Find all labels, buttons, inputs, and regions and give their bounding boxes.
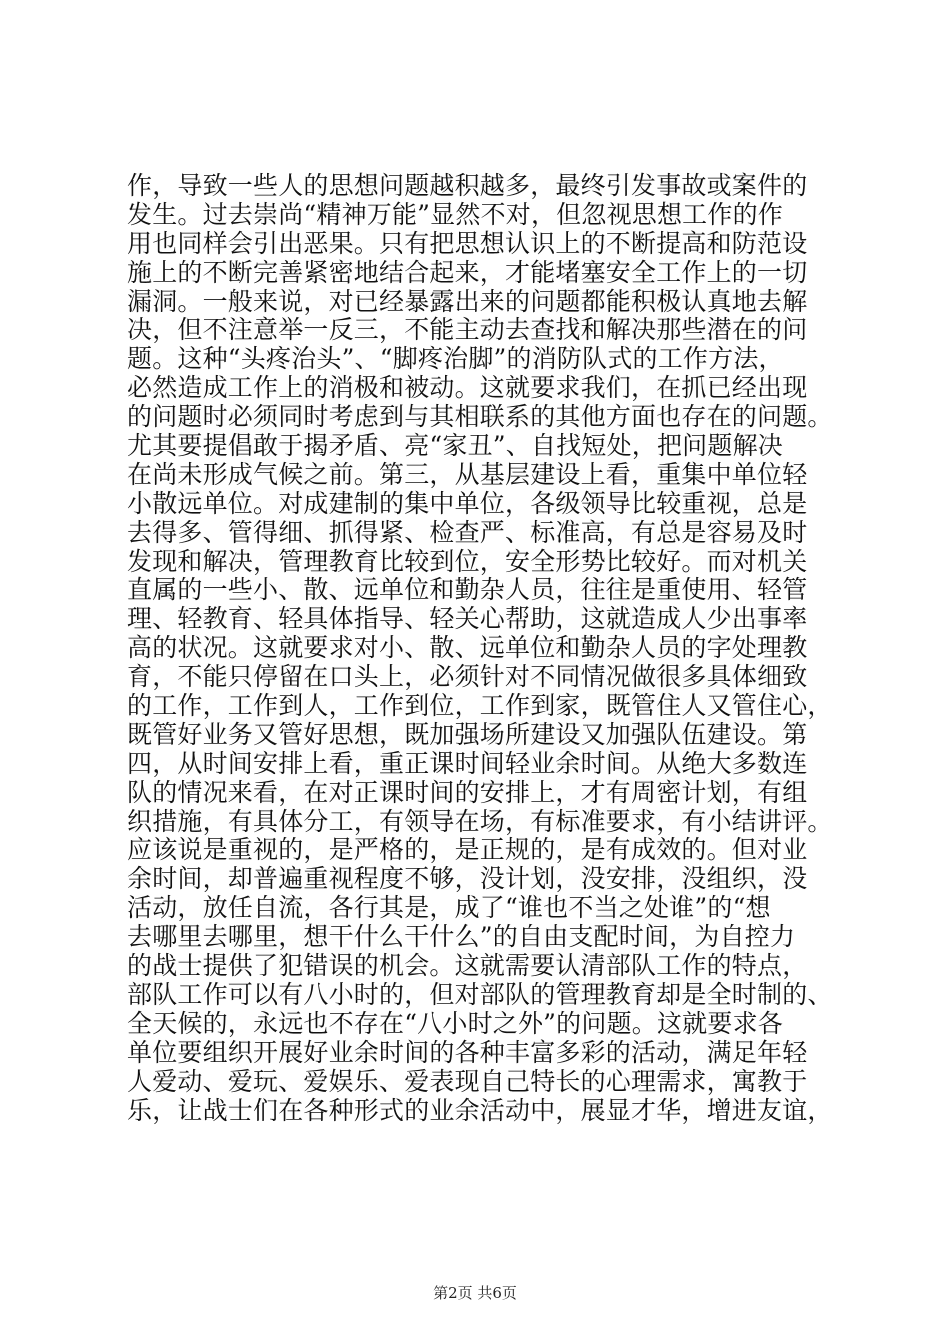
text-line: 人爱动、爱玩、爱娱乐、爱表现自己特长的心理需求，寓教于 — [127, 1066, 808, 1096]
text-line: 去哪里去哪里，想干什么干什么”的自由支配时间，为自控力 — [127, 922, 796, 952]
text-line: 决，但不注意举一反三，不能主动去查找和解决那些潜在的问 — [127, 315, 808, 345]
body-text — [127, 172, 847, 1125]
text-line: 高的状况。这就要求对小、散、远单位和勤杂人员的字处理教 — [127, 633, 808, 663]
text-line: 队的情况来看，在对正课时间的安排上，才有周密计划，有组 — [127, 777, 808, 807]
text-line: 题。这种“头疼治头”、“脚疼治脚”的消防队式的工作方法， — [127, 344, 784, 374]
text-line: 活动，放任自流，各行其是，成了“谁也不当之处谁”的“想 — [127, 893, 771, 923]
text-line: 的战士提供了犯错误的机会。这就需要认清部队工作的特点， — [127, 951, 808, 981]
text-line: 全天候的，永远也不存在“八小时之外”的问题。这就要求各 — [127, 1008, 783, 1038]
text-line: 理、轻教育、轻具体指导、轻关心帮助，这就造成人少出事率 — [127, 604, 808, 634]
text-line: 漏洞。一般来说，对已经暴露出来的问题都能积极认真地去解 — [127, 286, 808, 316]
page-footer: 第2页 共6页 — [433, 1284, 517, 1302]
text-line: 四，从时间安排上看，重正课时间轻业余时间。从绝大多数连 — [127, 748, 808, 778]
text-line: 既管好业务又管好思想，既加强场所建设又加强队伍建设。第 — [127, 719, 808, 749]
text-line: 去得多、管得细、抓得紧、检查严、标准高，有总是容易及时 — [127, 517, 808, 547]
text-line: 乐，让战士们在各种形式的业余活动中，展显才华，增进友谊， — [127, 1095, 833, 1125]
text-line: 发现和解决，管理教育比较到位，安全形势比较好。而对机关 — [127, 546, 808, 576]
text-line: 作，导致一些人的思想问题越积越多，最终引发事故或案件的 — [127, 171, 808, 200]
text-line: 必然造成工作上的消极和被动。这就要求我们，在抓已经出现 — [127, 373, 808, 403]
text-line: 在尚未形成气候之前。第三，从基层建设上看，重集中单位轻 — [127, 459, 808, 489]
text-line: 的工作，工作到人，工作到位，工作到家，既管住人又管住心， — [127, 691, 833, 721]
text-line: 小散远单位。对成建制的集中单位，各级领导比较重视，总是 — [127, 488, 808, 518]
text-line: 织措施，有具体分工，有领导在场，有标准要求，有小结讲评。 — [127, 806, 833, 836]
text-line: 余时间，却普遍重视程度不够，没计划，没安排，没组织，没 — [127, 864, 808, 894]
text-line: 用也同样会引出恶果。只有把思想认识上的不断提高和防范设 — [127, 228, 808, 258]
text-line: 尤其要提倡敢于揭矛盾、亮“家丑”、自找短处，把问题解决 — [127, 431, 783, 461]
text-line: 单位要组织开展好业余时间的各种丰富多彩的活动，满足年轻 — [127, 1037, 808, 1067]
text-line: 应该说是重视的，是严格的，是正规的，是有成效的。但对业 — [127, 835, 808, 865]
text-line: 育，不能只停留在口头上，必须针对不同情况做很多具体细致 — [127, 662, 808, 692]
text-line: 发生。过去崇尚“精神万能”显然不对，但忽视思想工作的作 — [127, 199, 783, 229]
text-line: 施上的不断完善紧密地结合起来，才能堵塞安全工作上的一切 — [127, 257, 808, 287]
text-line: 部队工作可以有八小时的，但对部队的管理教育却是全时制的、 — [127, 979, 833, 1009]
text-line: 的问题时必须同时考虑到与其相联系的其他方面也存在的问题。 — [127, 402, 833, 432]
text-line: 直属的一些小、散、远单位和勤杂人员，往往是重使用、轻管 — [127, 575, 808, 605]
